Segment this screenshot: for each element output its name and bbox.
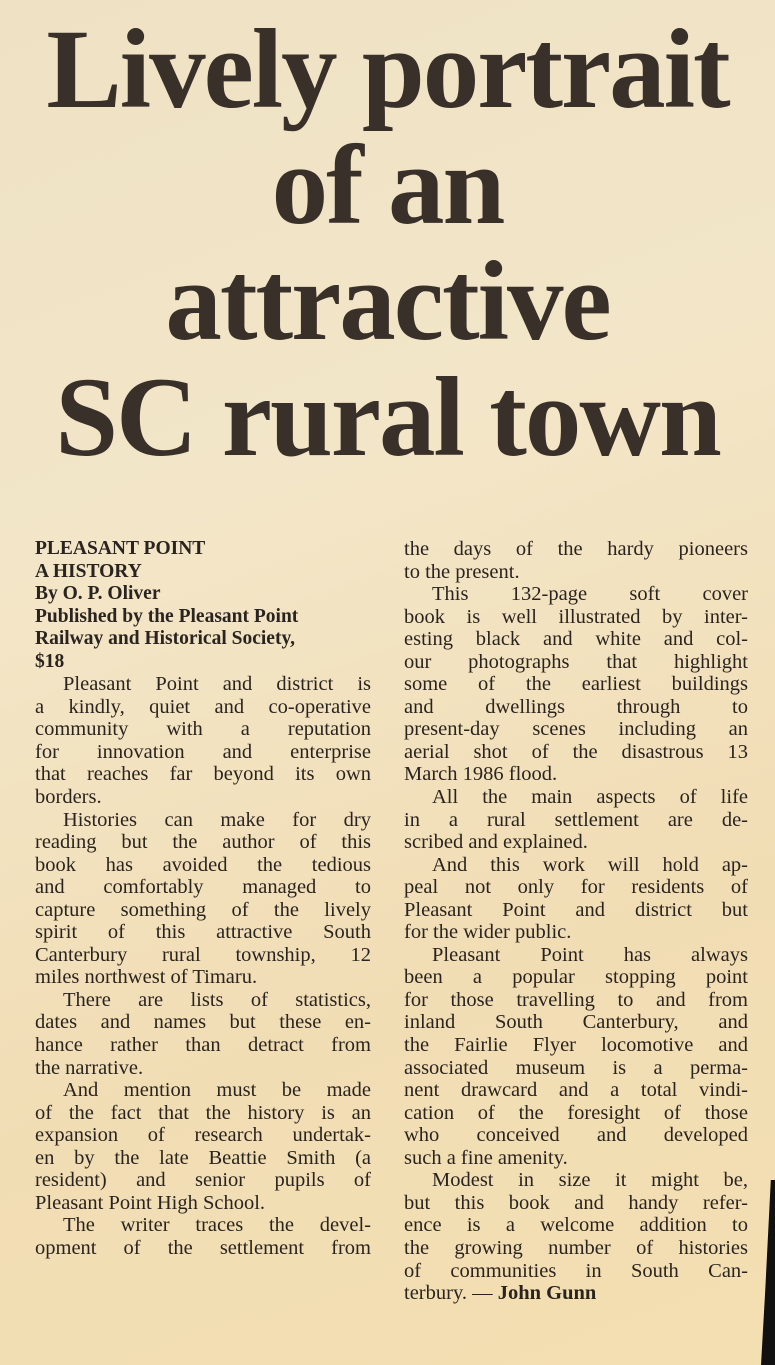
text-line: aerial shot of the disastrous 13 [404,740,748,763]
right-column [404,538,748,1305]
text-line: the growing number of histories [404,1236,748,1259]
text-line: the Fairlie Flyer locomotive and [404,1034,748,1057]
text-line: our photographs that highlight [404,650,748,673]
text-line: that reaches far beyond its own [35,763,371,786]
text-line: The writer traces the devel- [63,1214,371,1237]
byline: John Gunn [497,1282,597,1305]
text-line: Pleasant Point and district is [63,673,371,696]
text-line: nent drawcard and a total vindi- [404,1079,748,1102]
text-line: Histories can make for dry [63,808,371,831]
paragraph [35,1079,371,1214]
left-column [35,538,371,1260]
paragraph [35,989,371,1079]
paragraph [35,673,371,808]
text-line: expansion of research undertak- [35,1124,371,1147]
text-line: associated museum is a perma- [404,1056,748,1079]
text-line: Pleasant Point High School. [35,1191,266,1214]
paragraph [404,583,748,786]
text-line: in a rural settlement are de- [404,808,748,831]
text-line: spirit of this attractive South [35,921,371,944]
book-price: $18 [35,650,65,672]
book-author: By O. P. Oliver [35,583,161,605]
text-line: March 1986 flood. [404,763,558,786]
text-line: en by the late Beattie Smith (a [35,1146,371,1169]
text-line: All the main aspects of life [432,786,748,809]
text-line: capture something of the lively [35,898,371,921]
text-line: opment of the settlement from [35,1236,371,1259]
headline-line: SC rural town [55,355,720,480]
text-line: And mention must be made [63,1079,371,1102]
text-line: scribed and explained. [404,831,588,854]
book-publisher: Railway and Historical Society, [35,628,295,650]
text-line: of the fact that the history is an [35,1101,371,1124]
text-line: a kindly, quiet and co-operative [35,695,371,718]
paragraph [404,854,748,944]
text-line: been a popular stopping point [404,966,748,989]
text-line: the days of the hardy pioneers [404,538,748,560]
text-line [404,1282,748,1305]
clipping-edge [761,1180,775,1365]
text-line: And this work will hold ap- [432,853,748,876]
text-line: This 132-page soft cover [432,583,748,606]
text-line: borders. [35,786,102,809]
text-line: for the wider public. [404,921,572,944]
book-subtitle: A HISTORY [35,560,142,582]
paragraph [35,1214,371,1259]
headline-line: Lively portrait [46,7,729,132]
text-line: esting black and white and col- [404,628,748,651]
text-line: such a fine amenity. [404,1146,568,1169]
headline-line: of an [271,123,504,248]
paragraph [35,809,371,989]
paragraph [404,1169,748,1304]
text-line: miles northwest of Timaru. [35,966,258,989]
text-line: dates and names but these en- [35,1011,371,1034]
text-line: but this book and handy refer- [404,1191,748,1214]
book-title: PLEASANT POINT [35,538,206,559]
text-line: to the present. [404,560,520,583]
text-line: There are lists of statistics, [63,988,371,1011]
paragraph [404,538,748,583]
text-line: peal not only for residents of [404,876,748,899]
text-line: resident) and senior pupils of [35,1169,371,1192]
paragraph [404,786,748,854]
text-line: Modest in size it might be, [432,1169,748,1192]
text-line: present-day scenes including an [404,718,748,741]
text-line: for innovation and enterprise [35,740,371,763]
text-line: Canterbury rural township, 12 [35,943,371,966]
headline [0,7,775,480]
text-line: reading but the author of this [35,831,371,854]
text-line: terbury. — [404,1282,493,1305]
text-line: cation of the foresight of those [404,1101,748,1124]
text-line: some of the earliest buildings [404,673,748,696]
text-line: the narrative. [35,1056,144,1079]
text-line: ence is a welcome addition to [404,1214,748,1237]
book-publisher: Published by the Pleasant Point [35,605,299,627]
text-line: and dwellings through to [404,695,748,718]
text-line: of communities in South Can- [404,1259,748,1282]
text-line: Pleasant Point and district but [404,898,748,921]
text-line: who conceived and developed [404,1124,748,1147]
text-line: community with a reputation [35,718,371,741]
text-line: for those travelling to and from [404,988,748,1011]
headline-line: attractive [165,239,610,364]
text-line: book is well illustrated by inter- [404,605,748,628]
text-line: and comfortably managed to [35,876,371,899]
text-line: inland South Canterbury, and [404,1011,748,1034]
text-line: Pleasant Point has always [432,943,748,966]
paragraph [404,944,748,1169]
text-line: hance rather than detract from [35,1034,371,1057]
text-line: book has avoided the tedious [35,853,371,876]
